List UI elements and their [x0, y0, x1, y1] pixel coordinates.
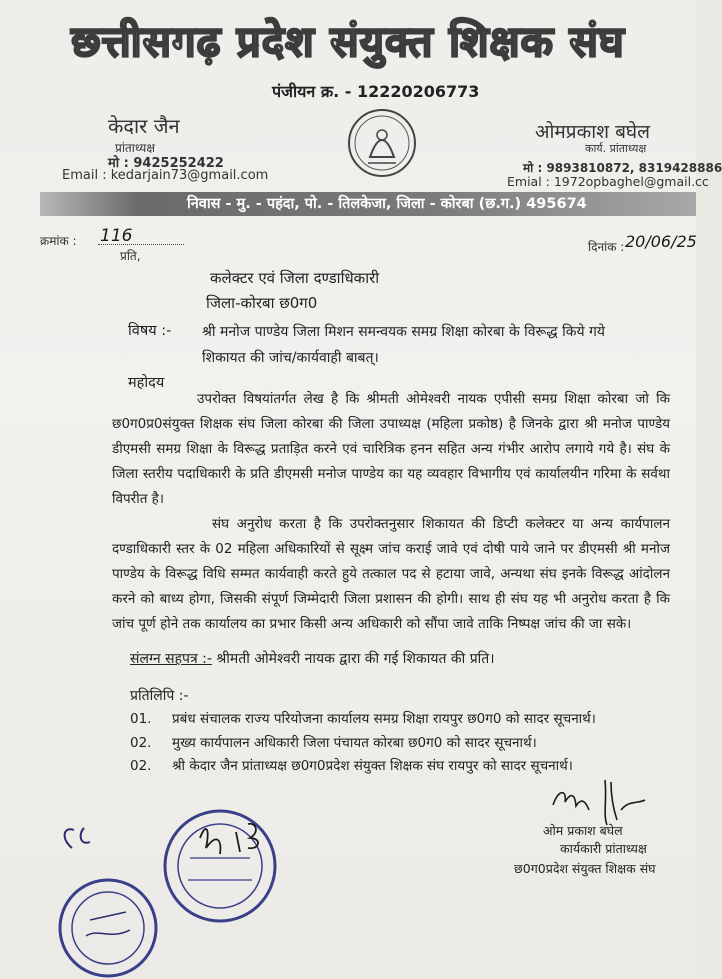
kramank-dotted-line	[98, 244, 184, 245]
dinank-label: दिनांक :	[588, 240, 625, 254]
kramank-value: 116	[100, 226, 133, 246]
left-person-mobile: मो : 9425252422	[108, 156, 224, 171]
copy-item-number: 02.	[130, 735, 152, 751]
left-person-designation: प्रांताध्यक्ष	[115, 141, 155, 155]
subject-label: विषय :-	[128, 323, 172, 339]
left-person-name: केदार जैन	[108, 114, 180, 138]
address-bar	[40, 192, 696, 216]
subject-text: श्री मनोज पाण्डेय जिला मिशन समन्वयक समग्र शिक्षा कोरबा के विरूद्ध किये गये शिकायत की जांच/कार्यवाही बाबत्।	[202, 324, 606, 366]
signatory-name: ओम प्रकाश बघेल	[543, 823, 623, 838]
right-person-designation: कार्य. प्रांताध्यक्ष	[585, 142, 647, 155]
copy-item-text: मुख्य कार्यपालन अधिकारी जिला पंचायत कोरबा छ0ग0 को सादर सूचनार्थ।	[172, 735, 537, 751]
kramank-label: क्रमांक :	[40, 234, 77, 248]
organization-logo	[346, 105, 418, 185]
body-paragraph-2	[112, 512, 670, 637]
right-person-name: ओमप्रकाश बघेल	[535, 121, 651, 143]
enclosure-text: श्रीमती ओमेश्वरी नायक द्वारा की गई शिकायत की प्रति।	[216, 651, 495, 667]
handwritten-signature	[545, 770, 655, 830]
signatory-designation: कार्यकारी प्रांताध्यक्ष	[560, 841, 647, 856]
body-paragraph-1	[112, 387, 670, 512]
copy-item	[130, 733, 537, 751]
dinank-value: 20/06/25	[625, 232, 697, 251]
copy-item	[130, 709, 596, 727]
salutation: महोदय	[128, 375, 165, 391]
org-title: छत्तीसगढ़ प्रदेश संयुक्त शिक्षक संघ	[71, 17, 625, 66]
signatory-organization: छ0ग0प्रदेश संयुक्त शिक्षक संघ	[514, 861, 656, 876]
registration-number: पंजीयन क्र. - 12220206773	[272, 82, 480, 101]
copy-item-number: 01.	[130, 711, 152, 727]
copy-item-text: प्रबंध संचालक राज्य परियोजना कार्यालय समग्र शिक्षा रायपुर छ0ग0 को सादर सूचनार्थ।	[172, 711, 596, 727]
paragraph-1-text: उपरोक्त विषयांतर्गत लेख है कि श्रीमती ओमेश्वरी नायक एपीसी समग्र शिक्षा कोरबा जो कि छ0ग0प्र0संयुक्त शिक्षक संघ जिला कोरबा की जिला उपाध्यक्ष (महिला प्रकोष्ठ) है जिनके द्वारा श्री मनोज पाण्डेय डीएमसी समग्र शिक्षा के विरूद्ध प्रताड़ित करने एवं चारित्रिक हनन सहित अन्य गंभीर आरोप लगाये गये है। संघ के जिला स्तरीय पदाधिकारी के प्रति डीएमसी मनोज पाण्डेय का यह व्यवहार विभागीय एवं कार्यालयीन गरिमा के सर्वथा विपरीत है।	[112, 391, 670, 507]
address-text: निवास - मु. - पहंदा, पो. - तिलकेजा, जिला - कोरबा (छ.ग.) 495674	[187, 196, 587, 212]
copies-label: प्रतिलिपि :-	[130, 688, 189, 704]
prati-label: प्रति,	[120, 249, 141, 263]
enclosure	[130, 649, 495, 668]
received-stamp	[50, 808, 300, 979]
paragraph-2-text: संघ अनुरोध करता है कि उपरोक्तनुसार शिकायत की डिप्टी कलेक्टर या अन्य कार्यपालन दण्डाधिकारी स्तर के 02 महिला अधिकारियों से सूक्ष्म जांच कराई जावे एवं दोषी पाये जाने पर डीएमसी श्री मनोज पाण्डेय के विरूद्ध विधि सम्मत कार्यवाही करते हुये तत्काल पद से हटाया जावे, अन्यथा संघ इनके विरूद्ध आंदोलन करने को बाध्य होगा, जिसकी संपूर्ण जिम्मेदारी जिला प्रशासन की होगी। साथ ही संघ यह भी अनुरोध करता है कि जांच पूर्ण होने तक कार्यालय का प्रभार किसी अन्य अधिकारी को सौंपा जावे ताकि निष्पक्ष जांच की जा सके।	[112, 516, 670, 632]
left-person-email: Email : kedarjain73@gmail.com	[62, 168, 269, 183]
right-person-mobile: मो : 9893810872, 8319428886	[523, 161, 722, 175]
addressee-line-2: जिला-कोरबा छ0ग0	[206, 294, 318, 312]
copy-item	[130, 756, 573, 774]
copy-item-text: श्री केदार जैन प्रांताध्यक्ष छ0ग0प्रदेश संयुक्त शिक्षक संघ रायपुर को सादर सूचनार्थ।	[172, 758, 573, 774]
addressee-line-1: कलेक्टर एवं जिला दण्डाधिकारी	[210, 269, 380, 287]
enclosure-label: संलग्न सहपत्र :-	[130, 651, 212, 667]
copy-item-number: 02.	[130, 758, 152, 774]
right-person-email: Emial : 1972opbaghel@gmail.cc	[507, 174, 709, 189]
